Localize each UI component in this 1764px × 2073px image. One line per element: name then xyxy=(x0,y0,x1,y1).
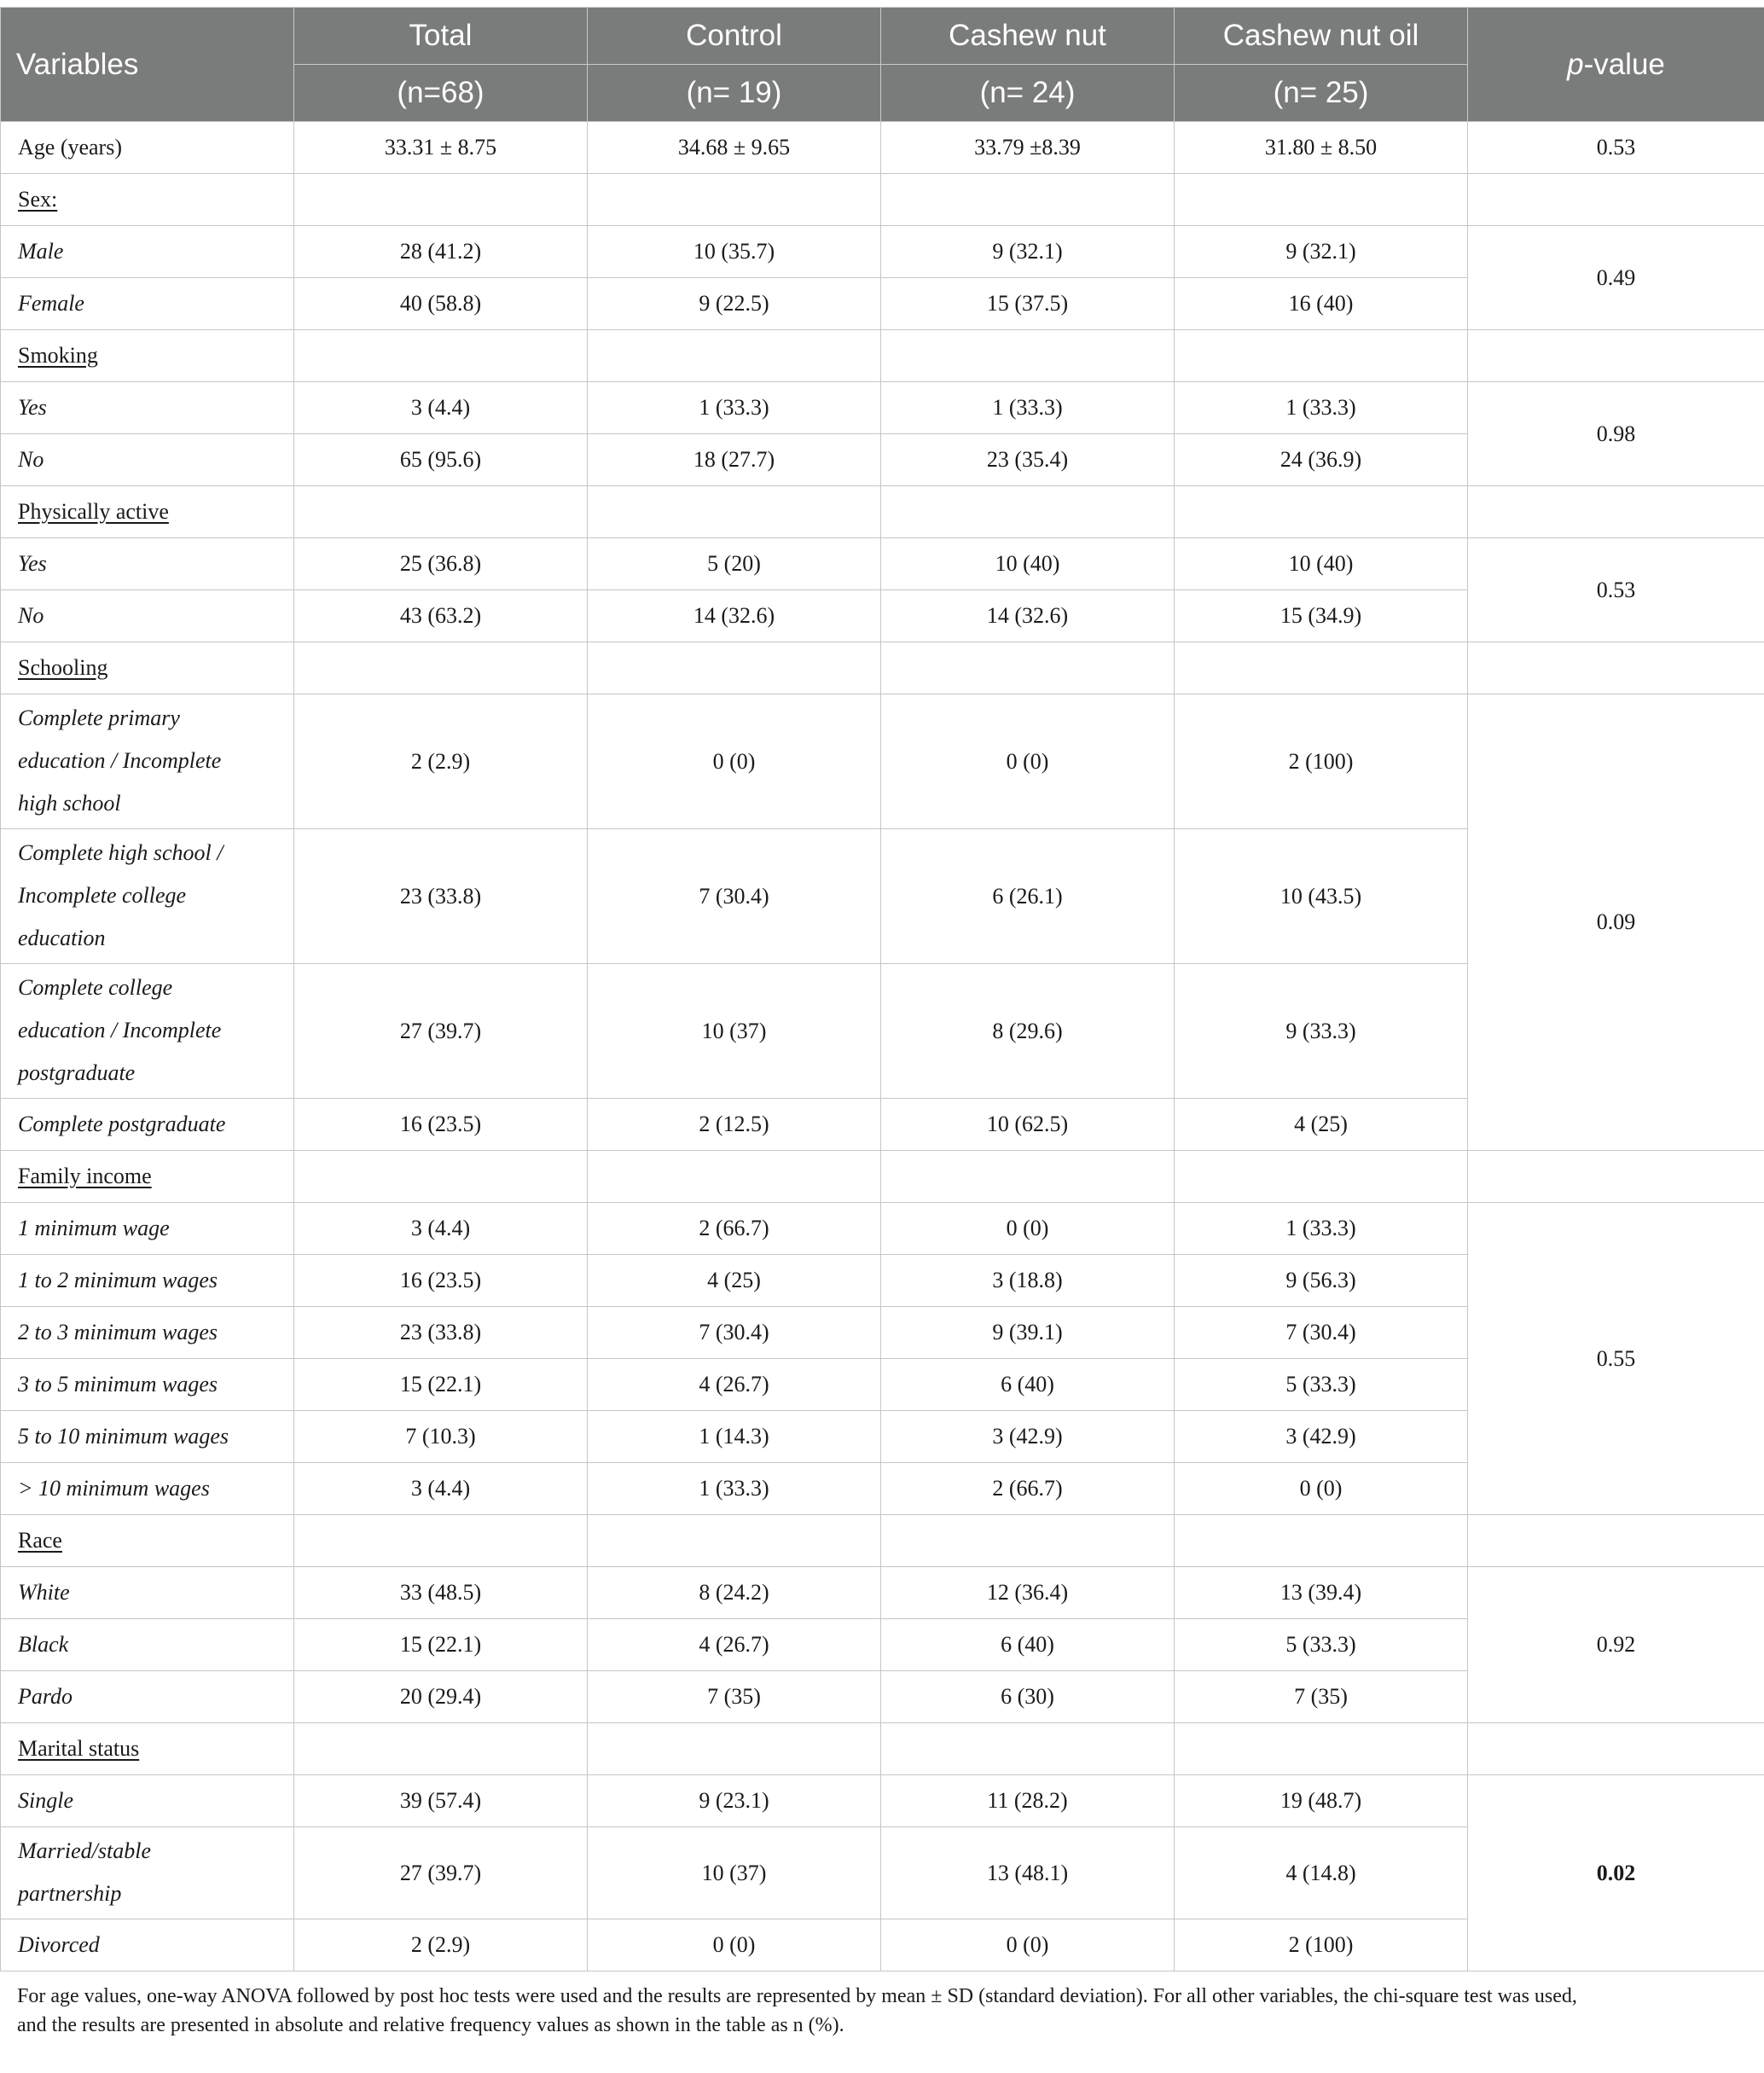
cell-cashew-nut-oil: 7 (35) xyxy=(1175,1671,1468,1723)
section-heading-text: Marital status xyxy=(18,1736,140,1761)
cell-total: 7 (10.3) xyxy=(294,1411,588,1463)
header-total: Total xyxy=(294,8,588,65)
table-row xyxy=(1,122,1764,174)
section-heading xyxy=(1,1515,294,1567)
cell-p-value: 0.53 xyxy=(1468,122,1764,174)
cell-cashew-nut-oil: 0 (0) xyxy=(1175,1463,1468,1515)
empty-cell xyxy=(294,330,588,382)
cell-control: 10 (35.7) xyxy=(588,226,881,278)
cell-total: 23 (33.8) xyxy=(294,1307,588,1359)
empty-cell xyxy=(294,642,588,694)
table-container xyxy=(0,7,1764,2040)
cell-control: 9 (23.1) xyxy=(588,1775,881,1827)
empty-cell xyxy=(1468,1723,1764,1775)
cell-control: 1 (33.3) xyxy=(588,1463,881,1515)
section-row xyxy=(1,1151,1764,1203)
empty-cell xyxy=(588,174,881,226)
empty-cell xyxy=(1175,330,1468,382)
header-control-n: (n= 19) xyxy=(588,65,881,122)
header-cashew-nut-oil-n: (n= 25) xyxy=(1175,65,1468,122)
section-row xyxy=(1,330,1764,382)
cell-cashew-nut-oil: 7 (30.4) xyxy=(1175,1307,1468,1359)
empty-cell xyxy=(294,1723,588,1775)
label-line: Incomplete college xyxy=(18,883,187,908)
cell-cashew-nut: 13 (48.1) xyxy=(881,1827,1175,1919)
cell-cashew-nut: 6 (40) xyxy=(881,1359,1175,1411)
cell-total: 2 (2.9) xyxy=(294,694,588,829)
cell-cashew-nut: 3 (42.9) xyxy=(881,1411,1175,1463)
cell-control: 1 (33.3) xyxy=(588,382,881,434)
row-label: Age (years) xyxy=(1,122,294,174)
cell-control: 4 (26.7) xyxy=(588,1359,881,1411)
cell-control: 1 (14.3) xyxy=(588,1411,881,1463)
table-row xyxy=(1,694,1764,829)
cell-total: 27 (39.7) xyxy=(294,964,588,1099)
cell-cashew-nut-oil: 9 (32.1) xyxy=(1175,226,1468,278)
table-row xyxy=(1,382,1764,434)
cell-cashew-nut: 6 (26.1) xyxy=(881,829,1175,964)
cell-cashew-nut-oil: 10 (43.5) xyxy=(1175,829,1468,964)
cell-p-value: 0.92 xyxy=(1468,1567,1764,1723)
cell-control: 5 (20) xyxy=(588,538,881,590)
cell-cashew-nut: 6 (40) xyxy=(881,1619,1175,1671)
section-heading-text: Family income xyxy=(18,1164,152,1188)
section-heading-text: Physically active xyxy=(18,499,169,524)
table-row xyxy=(1,1203,1764,1255)
label-line: partnership xyxy=(18,1881,122,1906)
row-label: Divorced xyxy=(1,1919,294,1971)
cell-total: 20 (29.4) xyxy=(294,1671,588,1723)
label-line: Complete primary xyxy=(18,706,180,730)
cell-cashew-nut: 0 (0) xyxy=(881,1203,1175,1255)
empty-cell xyxy=(1468,486,1764,538)
header-cashew-nut-oil: Cashew nut oil xyxy=(1175,8,1468,65)
cell-control: 4 (26.7) xyxy=(588,1619,881,1671)
cell-total: 3 (4.4) xyxy=(294,1463,588,1515)
row-label: Female xyxy=(1,278,294,330)
cell-control: 34.68 ± 9.65 xyxy=(588,122,881,174)
empty-cell xyxy=(294,1151,588,1203)
empty-cell xyxy=(881,1723,1175,1775)
cell-cashew-nut-oil: 10 (40) xyxy=(1175,538,1468,590)
header-cashew-nut-n: (n= 24) xyxy=(881,65,1175,122)
cell-p-value: 0.98 xyxy=(1468,382,1764,486)
cell-cashew-nut: 14 (32.6) xyxy=(881,590,1175,642)
cell-cashew-nut-oil: 3 (42.9) xyxy=(1175,1411,1468,1463)
empty-cell xyxy=(1175,642,1468,694)
cell-p-value: 0.09 xyxy=(1468,694,1764,1151)
cell-control: 7 (35) xyxy=(588,1671,881,1723)
row-label: Complete postgraduate xyxy=(1,1099,294,1151)
cell-cashew-nut-oil: 16 (40) xyxy=(1175,278,1468,330)
cell-cashew-nut-oil: 2 (100) xyxy=(1175,1919,1468,1971)
section-heading-text: Schooling xyxy=(18,655,108,680)
section-row xyxy=(1,486,1764,538)
row-label xyxy=(1,829,294,964)
cell-cashew-nut: 10 (62.5) xyxy=(881,1099,1175,1151)
section-heading xyxy=(1,330,294,382)
cell-cashew-nut-oil: 2 (100) xyxy=(1175,694,1468,829)
empty-cell xyxy=(588,486,881,538)
empty-cell xyxy=(1175,1723,1468,1775)
cell-total: 16 (23.5) xyxy=(294,1255,588,1307)
empty-cell xyxy=(1468,1515,1764,1567)
empty-cell xyxy=(1468,1151,1764,1203)
section-row xyxy=(1,642,1764,694)
label-line: Complete high school / xyxy=(18,840,223,865)
cell-control: 0 (0) xyxy=(588,694,881,829)
empty-cell xyxy=(881,486,1175,538)
cell-total: 27 (39.7) xyxy=(294,1827,588,1919)
p-letter: p xyxy=(1567,47,1584,81)
cell-total: 2 (2.9) xyxy=(294,1919,588,1971)
cell-cashew-nut-oil: 9 (33.3) xyxy=(1175,964,1468,1099)
cell-cashew-nut: 11 (28.2) xyxy=(881,1775,1175,1827)
label-line: education xyxy=(18,926,106,950)
row-label: Single xyxy=(1,1775,294,1827)
header-cashew-nut: Cashew nut xyxy=(881,8,1175,65)
empty-cell xyxy=(588,1723,881,1775)
cell-control: 10 (37) xyxy=(588,1827,881,1919)
empty-cell xyxy=(881,1515,1175,1567)
cell-cashew-nut: 23 (35.4) xyxy=(881,434,1175,486)
cell-cashew-nut-oil: 9 (56.3) xyxy=(1175,1255,1468,1307)
p-suffix: -value xyxy=(1583,47,1665,81)
empty-cell xyxy=(294,486,588,538)
cell-p-value: 0.49 xyxy=(1468,226,1764,330)
table-row xyxy=(1,1775,1764,1827)
empty-cell xyxy=(881,330,1175,382)
cell-p-value: 0.53 xyxy=(1468,538,1764,642)
cell-cashew-nut: 12 (36.4) xyxy=(881,1567,1175,1619)
header-p-value xyxy=(1468,8,1764,122)
section-heading xyxy=(1,1723,294,1775)
footnote-line: For age values, one-way ANOVA followed by post hoc tests were used and the results are represented by mean ± SD (standard deviation). For all other variables, the chi-square test was used, xyxy=(17,1985,1577,2007)
row-label: Yes xyxy=(1,382,294,434)
cell-control: 4 (25) xyxy=(588,1255,881,1307)
cell-cashew-nut-oil: 5 (33.3) xyxy=(1175,1619,1468,1671)
cell-cashew-nut-oil: 1 (33.3) xyxy=(1175,1203,1468,1255)
section-heading xyxy=(1,1151,294,1203)
cell-cashew-nut: 1 (33.3) xyxy=(881,382,1175,434)
label-line: education / Incomplete xyxy=(18,1018,222,1042)
cell-total: 28 (41.2) xyxy=(294,226,588,278)
label-line: postgraduate xyxy=(18,1060,136,1085)
cell-cashew-nut-oil: 13 (39.4) xyxy=(1175,1567,1468,1619)
cell-cashew-nut: 6 (30) xyxy=(881,1671,1175,1723)
empty-cell xyxy=(294,1515,588,1567)
row-label: Yes xyxy=(1,538,294,590)
cell-control: 7 (30.4) xyxy=(588,829,881,964)
cell-total: 39 (57.4) xyxy=(294,1775,588,1827)
section-heading xyxy=(1,174,294,226)
cell-total: 15 (22.1) xyxy=(294,1619,588,1671)
row-label: 1 minimum wage xyxy=(1,1203,294,1255)
footnote-line: and the results are presented in absolute and relative frequency values as shown in the table as n (%). xyxy=(17,2014,844,2036)
cell-cashew-nut: 0 (0) xyxy=(881,694,1175,829)
cell-control: 7 (30.4) xyxy=(588,1307,881,1359)
cell-p-value: 0.55 xyxy=(1468,1203,1764,1515)
cell-cashew-nut: 10 (40) xyxy=(881,538,1175,590)
row-label xyxy=(1,1827,294,1919)
cell-cashew-nut-oil: 31.80 ± 8.50 xyxy=(1175,122,1468,174)
cell-cashew-nut: 33.79 ±8.39 xyxy=(881,122,1175,174)
header-variables: Variables xyxy=(1,8,294,122)
section-row xyxy=(1,1515,1764,1567)
cell-total: 3 (4.4) xyxy=(294,1203,588,1255)
empty-cell xyxy=(1468,174,1764,226)
cell-total: 33 (48.5) xyxy=(294,1567,588,1619)
label-line: high school xyxy=(18,791,121,816)
cell-total: 23 (33.8) xyxy=(294,829,588,964)
cell-cashew-nut: 8 (29.6) xyxy=(881,964,1175,1099)
cell-cashew-nut: 0 (0) xyxy=(881,1919,1175,1971)
row-label: > 10 minimum wages xyxy=(1,1463,294,1515)
table-row xyxy=(1,226,1764,278)
cell-control: 0 (0) xyxy=(588,1919,881,1971)
empty-cell xyxy=(588,330,881,382)
empty-cell xyxy=(588,642,881,694)
table-row xyxy=(1,538,1764,590)
section-heading-text: Race xyxy=(18,1528,62,1553)
cell-control: 14 (32.6) xyxy=(588,590,881,642)
section-row xyxy=(1,174,1764,226)
cell-cashew-nut: 2 (66.7) xyxy=(881,1463,1175,1515)
empty-cell xyxy=(1175,174,1468,226)
section-heading-text: Smoking xyxy=(18,343,98,368)
empty-cell xyxy=(1468,330,1764,382)
cell-cashew-nut: 3 (18.8) xyxy=(881,1255,1175,1307)
cell-total: 40 (58.8) xyxy=(294,278,588,330)
cell-cashew-nut-oil: 19 (48.7) xyxy=(1175,1775,1468,1827)
cell-cashew-nut: 9 (39.1) xyxy=(881,1307,1175,1359)
section-heading-text: Sex: xyxy=(18,187,58,212)
empty-cell xyxy=(294,174,588,226)
label-line: Complete college xyxy=(18,975,173,1000)
row-label: 5 to 10 minimum wages xyxy=(1,1411,294,1463)
cell-total: 3 (4.4) xyxy=(294,382,588,434)
cell-p-value: 0.02 xyxy=(1468,1775,1764,1971)
table-footnote xyxy=(17,1982,1749,2040)
label-line: education / Incomplete xyxy=(18,748,222,773)
label-line: Married/stable xyxy=(18,1838,151,1863)
row-label xyxy=(1,694,294,829)
cell-control: 8 (24.2) xyxy=(588,1567,881,1619)
cell-total: 25 (36.8) xyxy=(294,538,588,590)
row-label: 3 to 5 minimum wages xyxy=(1,1359,294,1411)
empty-cell xyxy=(588,1151,881,1203)
header-control: Control xyxy=(588,8,881,65)
empty-cell xyxy=(1175,1151,1468,1203)
section-heading xyxy=(1,486,294,538)
section-heading xyxy=(1,642,294,694)
row-label: White xyxy=(1,1567,294,1619)
empty-cell xyxy=(1468,642,1764,694)
empty-cell xyxy=(881,1151,1175,1203)
cell-cashew-nut-oil: 5 (33.3) xyxy=(1175,1359,1468,1411)
table-row xyxy=(1,1567,1764,1619)
empty-cell xyxy=(1175,1515,1468,1567)
cell-total: 15 (22.1) xyxy=(294,1359,588,1411)
empty-cell xyxy=(881,642,1175,694)
cell-cashew-nut-oil: 1 (33.3) xyxy=(1175,382,1468,434)
cell-cashew-nut-oil: 24 (36.9) xyxy=(1175,434,1468,486)
row-label xyxy=(1,964,294,1099)
row-label: Pardo xyxy=(1,1671,294,1723)
row-label: Male xyxy=(1,226,294,278)
cell-control: 2 (66.7) xyxy=(588,1203,881,1255)
demographics-table xyxy=(0,7,1764,1971)
empty-cell xyxy=(588,1515,881,1567)
cell-control: 18 (27.7) xyxy=(588,434,881,486)
cell-control: 10 (37) xyxy=(588,964,881,1099)
cell-total: 43 (63.2) xyxy=(294,590,588,642)
cell-total: 16 (23.5) xyxy=(294,1099,588,1151)
row-label: Black xyxy=(1,1619,294,1671)
cell-cashew-nut-oil: 4 (25) xyxy=(1175,1099,1468,1151)
cell-control: 9 (22.5) xyxy=(588,278,881,330)
row-label: 2 to 3 minimum wages xyxy=(1,1307,294,1359)
cell-cashew-nut: 9 (32.1) xyxy=(881,226,1175,278)
empty-cell xyxy=(881,174,1175,226)
cell-control: 2 (12.5) xyxy=(588,1099,881,1151)
cell-cashew-nut-oil: 15 (34.9) xyxy=(1175,590,1468,642)
cell-cashew-nut-oil: 4 (14.8) xyxy=(1175,1827,1468,1919)
empty-cell xyxy=(1175,486,1468,538)
cell-total: 33.31 ± 8.75 xyxy=(294,122,588,174)
row-label: No xyxy=(1,590,294,642)
header-row xyxy=(1,8,1764,65)
cell-cashew-nut: 15 (37.5) xyxy=(881,278,1175,330)
header-total-n: (n=68) xyxy=(294,65,588,122)
row-label: 1 to 2 minimum wages xyxy=(1,1255,294,1307)
cell-total: 65 (95.6) xyxy=(294,434,588,486)
section-row xyxy=(1,1723,1764,1775)
row-label: No xyxy=(1,434,294,486)
